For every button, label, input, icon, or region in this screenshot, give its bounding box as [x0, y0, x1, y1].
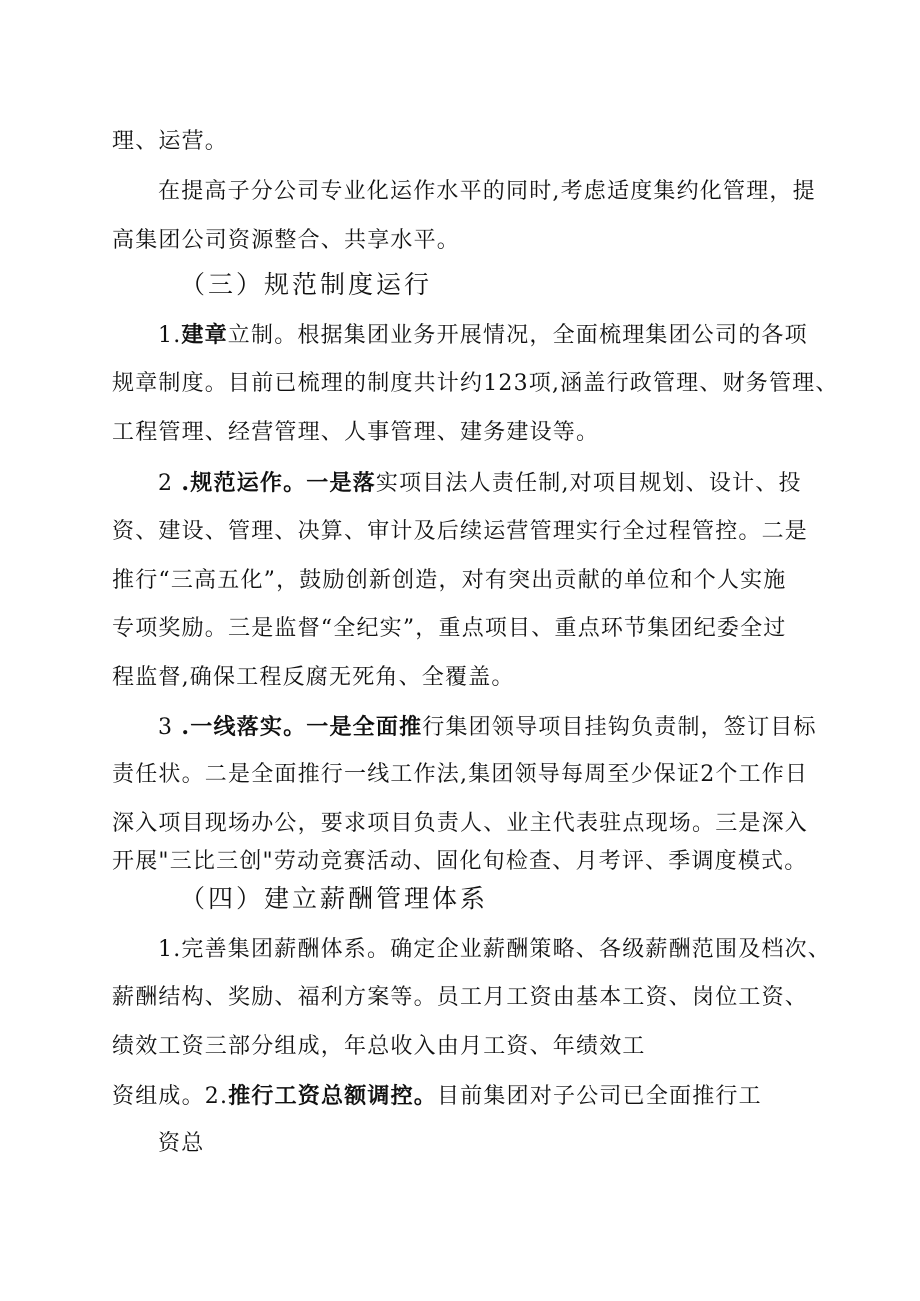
paragraph-2-line	[158, 468, 802, 499]
text-line: 资、建设、管理、决算、审计及后续运营管理实行全过程管控。二是	[112, 519, 809, 544]
text-line: 工程管理、经营管理、人事管理、建务建设等。	[112, 420, 600, 445]
text-run: 立制。根据集团业务开展情况，全面梳理集团公司的各项	[227, 323, 808, 348]
text-run: 资组成。2.	[112, 1084, 229, 1109]
text-run: 实项目法人责任制,对项目规划、设计、投	[375, 471, 802, 496]
text-line: 薪酬结构、奖励、福利方案等。员工月工资由基本工资、岗位工资、	[112, 985, 809, 1010]
text-line: 在提高子分公司专业化运作水平的同时,考虑适度集约化管理，提	[158, 179, 816, 204]
text-line: 高集团公司资源整合、共享水平。	[112, 228, 461, 253]
list-number: 1.	[158, 323, 182, 348]
text-line: 程监督,确保工程反腐无死角、全覆盖。	[112, 665, 515, 690]
section-heading-4: （四）建立薪酬管理体系	[180, 884, 489, 913]
bold-term: 推行工资总额调控。	[228, 1083, 438, 1109]
text-run: 行集团领导项目挂钩负责制，签订目标	[422, 715, 817, 740]
text-line: 推行“三高五化”，鼓励创新创造，对有突出贡献的单位和个人实施	[112, 568, 787, 593]
list-number: 3	[158, 715, 174, 740]
text-line: 开展"三比三创"劳动竞赛活动、固化旬检查、月考评、季调度模式。	[112, 849, 808, 874]
text-line: 资总	[158, 1131, 205, 1156]
section-heading-3: （三）规范制度运行	[180, 270, 433, 299]
bold-term: .一线落实。一是全面推	[181, 714, 423, 740]
text-line: 理、运营。	[112, 129, 229, 154]
text-line: 规章制度。目前已梳理的制度共计约123项,涵盖行政管理、财务管理、	[112, 371, 839, 396]
text-run: 目前集团对子公司已全面推行工	[437, 1084, 762, 1109]
paragraph-4-2-line	[112, 1081, 762, 1112]
paragraph-3-line	[158, 712, 817, 743]
paragraph-1-line	[158, 320, 808, 351]
text-line: 责任状。二是全面推行一线工作法,集团领导每周至少保证2个工作日	[112, 762, 809, 787]
list-number: 2	[158, 471, 174, 496]
text-line: 绩效工资三部分组成，年总收入由月工资、年绩效工	[112, 1034, 646, 1059]
bold-term: .规范运作。一是落	[181, 470, 376, 496]
text-line: 深入项目现场办公，要求项目负责人、业主代表驻点现场。三是深入	[112, 811, 809, 836]
bold-term: 建章	[181, 322, 228, 348]
text-line: 专项奖励。三是监督“全纪实”，重点项目、重点环节集团纪委全过	[112, 616, 787, 641]
text-line: 1.完善集团薪酬体系。确定企业薪酬策略、各级薪酬范围及档次、	[158, 937, 831, 962]
